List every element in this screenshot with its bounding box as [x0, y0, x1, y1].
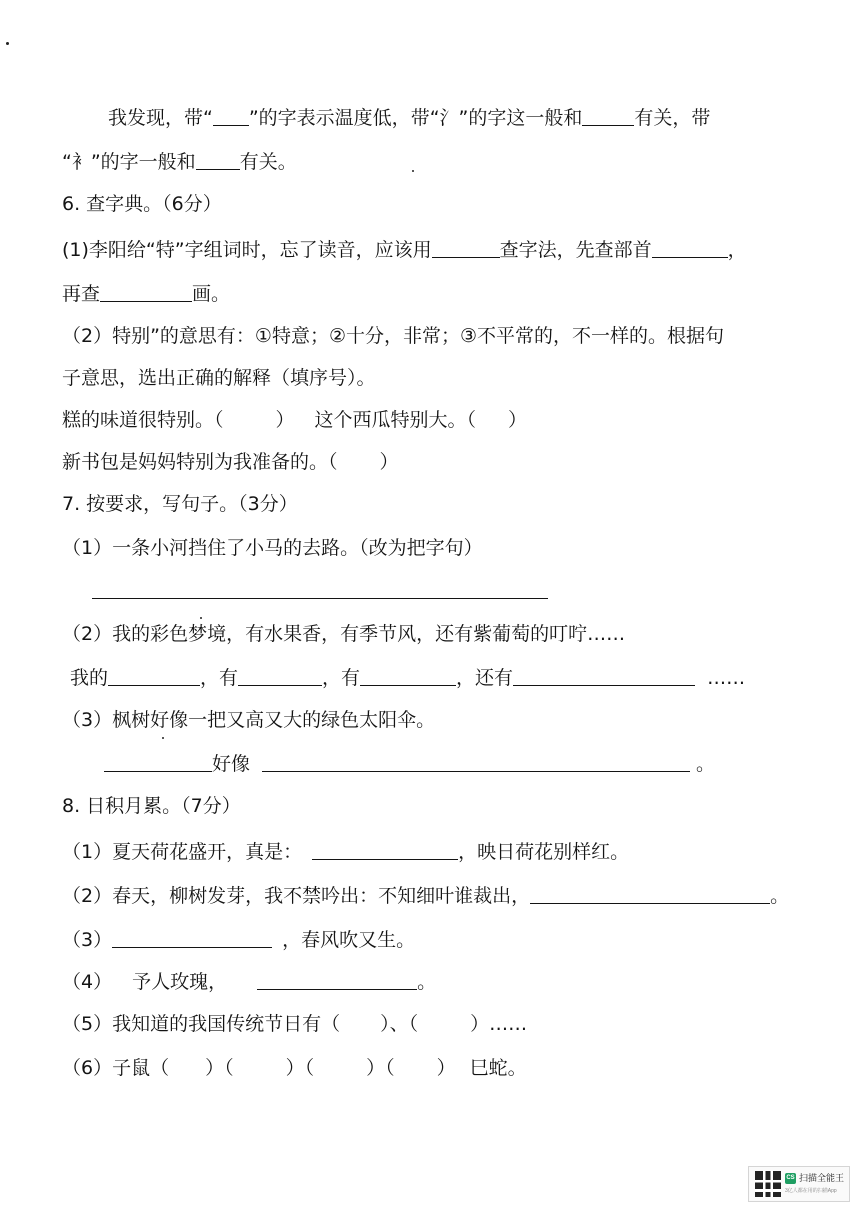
q6-p1-line1	[62, 238, 747, 262]
scan-speck	[162, 737, 164, 739]
text: ，	[727, 239, 747, 261]
q8-p5	[62, 1012, 527, 1036]
text: “衤”的字一般和	[62, 151, 196, 173]
text: （1）夏天荷花盛开，真是：	[62, 841, 303, 863]
text: ，有	[322, 667, 361, 689]
text: 这个西瓜特别大。（	[314, 409, 477, 431]
q7-p2: （2）我的彩色梦境，有水果香，有季节风，还有紫葡萄的叮咛……	[62, 623, 626, 645]
q7-title: 7. 按要求，写句子。（3分）	[62, 493, 298, 515]
scan-speck	[6, 42, 9, 45]
text: ……	[707, 667, 746, 689]
blank[interactable]	[108, 667, 200, 686]
text: ）	[508, 409, 528, 431]
blank[interactable]	[112, 929, 272, 948]
text: （6）子鼠（	[62, 1057, 170, 1079]
text: ）……	[470, 1013, 528, 1035]
text: ）（	[366, 1057, 395, 1079]
text: ，春风吹又生。	[282, 929, 416, 951]
text: 我发现，带“	[108, 107, 213, 129]
q5-line2	[62, 150, 297, 174]
text: 。	[696, 753, 716, 775]
text: 画。	[192, 283, 231, 305]
qr-code-icon	[755, 1171, 781, 1197]
camscanner-logo-icon: CS	[785, 1173, 796, 1184]
text: 有关。	[239, 151, 297, 173]
q8-p2	[62, 884, 789, 908]
q7-p2-fill	[70, 666, 745, 690]
text: 。	[417, 971, 437, 993]
q6-p2-line1: （2）特别”的意思有：①特意；②十分，非常；③不平常的，不一样的。根据句	[62, 325, 725, 347]
text: ）	[379, 451, 399, 473]
text: ，映日荷花别样红。	[458, 841, 630, 863]
text: （2）春天，柳树发芽，我不禁吟出：不知细叶谁裁出，	[62, 885, 531, 907]
text: ，有	[200, 667, 239, 689]
app-tagline: 3亿人都在用的扫描App	[785, 1188, 837, 1194]
q6-example1	[62, 408, 527, 432]
blank[interactable]	[196, 151, 240, 170]
scan-speck	[200, 617, 202, 619]
blank[interactable]	[360, 667, 456, 686]
text: （4）	[62, 971, 113, 993]
text: ）	[275, 409, 295, 431]
blank[interactable]	[582, 107, 634, 126]
text: ”的字表示温度低，带“氵”的字这一般和	[248, 107, 583, 129]
blank[interactable]	[238, 667, 322, 686]
text: ）	[436, 1057, 456, 1079]
text: 我的	[70, 667, 109, 689]
text: 好像	[212, 753, 251, 775]
q8-title: 8. 日积月累。（7分）	[62, 795, 241, 817]
q5-line1	[108, 106, 710, 130]
q8-p4	[62, 970, 436, 994]
blank[interactable]	[213, 107, 249, 126]
q7-p3-fill	[104, 752, 715, 776]
scanner-badge	[748, 1166, 850, 1202]
q8-p3	[62, 928, 415, 952]
text: 有关，带	[634, 107, 711, 129]
scan-speck	[412, 170, 414, 172]
blank[interactable]	[100, 283, 192, 302]
blank[interactable]	[104, 753, 212, 772]
blank[interactable]	[530, 885, 770, 904]
text: ，还有	[456, 667, 514, 689]
text: （5）我知道的我国传统节日有（	[62, 1013, 341, 1035]
text: 予人玫瑰，	[132, 971, 228, 993]
app-name: 扫描全能王	[799, 1173, 845, 1183]
blank[interactable]	[262, 753, 690, 772]
q7-p1: （1）一条小河挡住了小马的去路。（改为把字句）	[62, 537, 483, 559]
q8-p1	[62, 840, 629, 864]
q7-p3: （3）枫树好像一把又高又大的绿色太阳伞。	[62, 709, 436, 731]
text: 巳蛇。	[469, 1057, 527, 1079]
text: ）、（	[380, 1013, 419, 1035]
text: ）（	[205, 1057, 234, 1079]
blank[interactable]	[312, 841, 458, 860]
text: 再查	[62, 283, 101, 305]
q6-p2-line2: 子意思，选出正确的解释（填序号）。	[62, 367, 376, 389]
q6-p1-line2	[62, 282, 230, 306]
text: 新书包是妈妈特别为我准备的。（	[62, 451, 338, 473]
text: 糕的味道很特别。（	[62, 409, 224, 431]
q6-example2	[62, 450, 399, 474]
blank[interactable]	[257, 971, 417, 990]
blank[interactable]	[652, 239, 728, 258]
text: (1)李阳给“特”字组词时，忘了读音，应该用	[62, 239, 432, 261]
text: （3）	[62, 929, 113, 951]
answer-line[interactable]	[92, 598, 548, 599]
blank[interactable]	[513, 667, 695, 686]
blank[interactable]	[432, 239, 500, 258]
text: ）（	[285, 1057, 315, 1079]
q6-title: 6. 查字典。（6分）	[62, 193, 222, 215]
text: 。	[770, 885, 790, 907]
text: 查字法，先查部首	[499, 239, 652, 261]
q8-p6	[62, 1056, 527, 1080]
